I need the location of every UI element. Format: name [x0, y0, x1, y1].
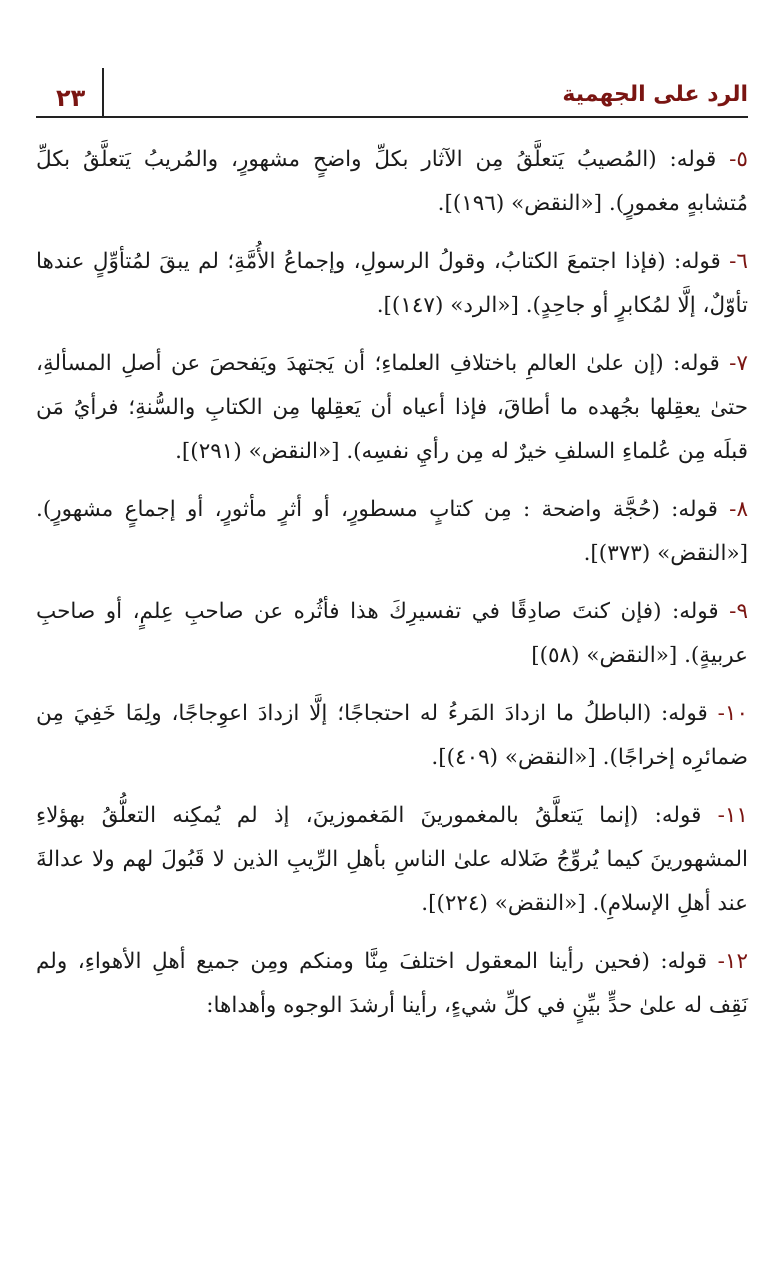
paragraph-text-line: قوله: (الباطلُ ما ازدادَ المَرءُ له احتجاجًا؛ إلَّا ازدادَ اعوِجاجًا، ولِمَا — [125, 701, 708, 726]
paragraph-number: ١١- — [701, 803, 748, 828]
paragraph-text-line: الأهواءِ، ولم نَقِف له علىٰ حدٍّ بيِّنٍ في كلِّ شيءٍ، رأينا أرشدَ الوجوه وأهداها: — [36, 949, 748, 1018]
paragraph-number: ٥- — [716, 147, 748, 172]
paragraph-number: ١٠- — [707, 701, 748, 726]
paragraph-text-line: خَفِيَ مِن ضمائرِه إخراجًا). [«النقض» (٤٠٩)]. — [36, 701, 748, 770]
paragraph-number: ٧- — [719, 351, 748, 376]
page-header — [36, 68, 748, 116]
paragraph-text-line: مشهورٍ). [«النقض» (٣٧٣)]. — [36, 497, 748, 566]
paragraph-text-line: أصلِ المسألةِ، حتىٰ يعقِلها بجُهده ما أطاقَ، فإذا أعياه أن يَعقِلها مِن الكتابِ — [36, 351, 748, 420]
paragraph-text-line: يَتعلَّقُ بكلِّ مُتشابهٍ مغمورٍ). [«النقض» (١٩٦)]. — [36, 147, 748, 216]
header-divider — [102, 68, 104, 116]
paragraph-text-line: قوله: (المُصيبُ يَتعلَّقُ مِن الآثار بكلِّ واضحٍ مشهورٍ، والمُريبُ — [143, 147, 717, 172]
paragraph-number: ٦- — [720, 249, 748, 274]
paragraph-text-line: قوله: (فإن كنتَ صادِقًا في تفسيرِكَ هذا فأثُره عن صاحبِ عِلمٍ، أو — [105, 599, 719, 624]
quote-paragraph — [36, 138, 748, 226]
paragraph-text-line: قوله: (فإذا اجتمعَ الكتابُ، وقولُ الرسولِ، وإجماعُ الأُمَّةِ؛ لم يبقَ — [159, 249, 721, 274]
paragraph-text-line: لمُتأوِّلٍ عندها تأوّلٌ، إلَّا لمُكابرٍ أو جاحِدٍ). [«الرد» (١٤٧)]. — [36, 249, 748, 318]
running-title: الرد على الجهمية — [562, 82, 748, 107]
quote-paragraph — [36, 240, 748, 328]
quote-paragraph — [36, 692, 748, 780]
paragraph-text-line: صاحبِ عربيةٍ). [«النقض» (٥٨)] — [36, 599, 748, 668]
paragraph-text-line: قوله: (إن علىٰ العالمِ باختلافِ العلماءِ؛ أن يَجتهدَ ويَفحصَ عن — [170, 351, 720, 376]
paragraph-number: ٩- — [718, 599, 748, 624]
paragraph-text-line: (٢٩١)]. — [175, 439, 242, 464]
quote-paragraph — [36, 940, 748, 1028]
page-number: ٢٣ — [56, 84, 86, 112]
quote-paragraph — [36, 488, 748, 576]
page-body — [36, 138, 748, 1042]
quote-paragraph — [36, 590, 748, 678]
paragraph-text-line: قوله: (إنما يَتعلَّقُ بالمغمورينَ المَغموزينَ، إذ لم يُمكِنه التعلُّقُ — [101, 803, 702, 828]
paragraph-text-line: والسُّنةِ؛ فرأيُ مَن قبلَه مِن عُلماءِ السلفِ خيرٌ له مِن رأيِ نفسِه). [«النقض» — [36, 395, 748, 464]
paragraph-text-line: لهم ولا عدالةَ عند أهلِ الإسلامِ). [«النقض» (٢٢٤)]. — [36, 847, 748, 916]
quote-paragraph — [36, 342, 748, 474]
header-rule — [36, 116, 748, 118]
paragraph-text-line: قوله: (فحين رأينا المعقول اختلفَ مِنَّا ومنكم ومِن جميع أهلِ — [152, 949, 708, 974]
paragraph-number: ٨- — [717, 497, 748, 522]
paragraph-text-line: قوله: (حُجَّة واضحة : مِن كتابٍ مسطورٍ، أو أثرٍ مأثورٍ، أو إجماعٍ — [124, 497, 718, 522]
paragraph-number: ١٢- — [707, 949, 748, 974]
paragraph-text-line: بهؤلاءِ المشهورينَ كيما يُروِّجُ ضَلاله علىٰ الناسِ بأهلِ الرِّيبِ الذين لا قَبُولَ — [36, 803, 748, 872]
quote-paragraph — [36, 794, 748, 926]
